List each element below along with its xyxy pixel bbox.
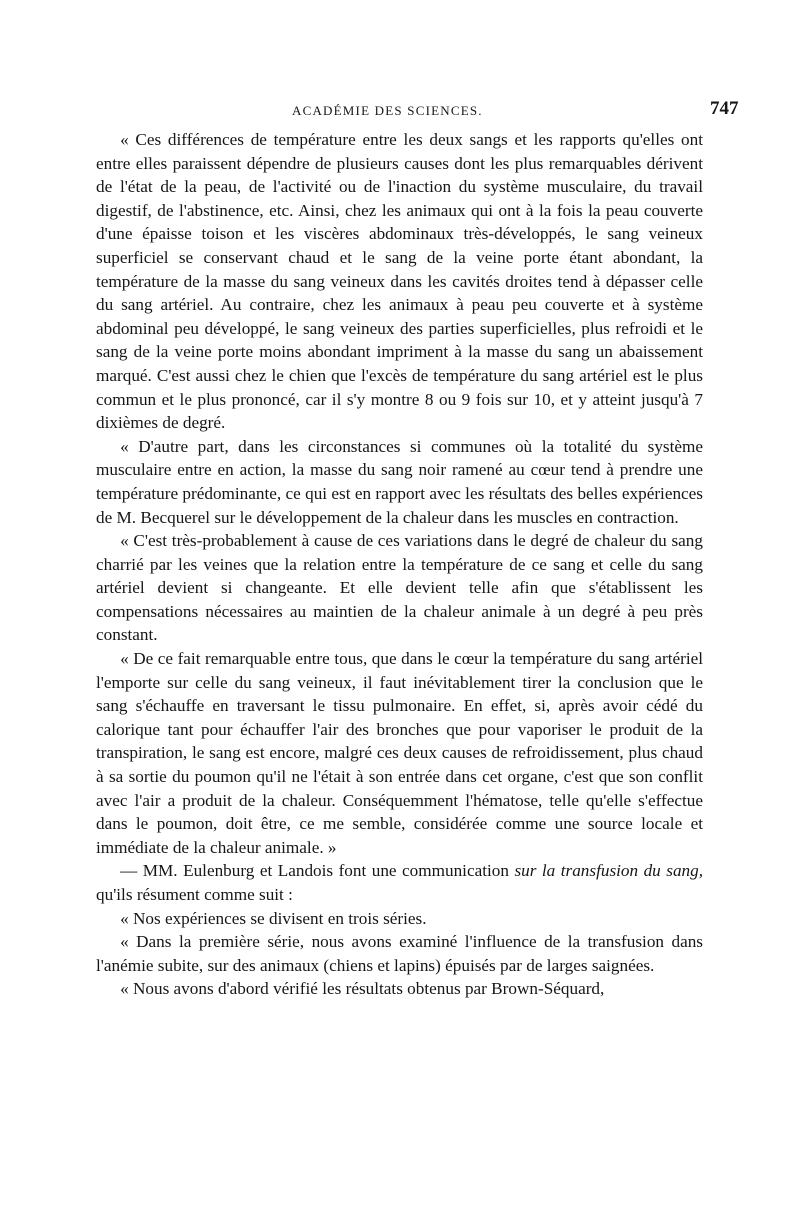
running-head: ACADÉMIE DES SCIENCES.	[292, 103, 483, 118]
paragraph-communication	[96, 859, 703, 906]
paragraph-experiment-series: « Nos expériences se divisent en trois séries.	[120, 908, 427, 928]
paragraph-compensations: « C'est très-probablement à cause de ces variations dans le degré de chaleur du sang charrié par les veines que la relation entre la température de ce sang et celle du sang artériel devient si changeante. Et elle devient telle afin que s'établissent les compensations nécessaires au maintien de la chaleur animale à un degré à peu près constant.	[96, 531, 703, 645]
body-text	[96, 128, 703, 1001]
paragraph-temperature-differences: « Ces différences de température entre les deux sangs et les rapports qu'elles ont entre elles paraissent dépendre de plusieurs causes dont les plus remarquables dérivent de l'état de la peau, de l'activité ou de l'inaction du système musculaire, du travail digestif, de l'abstinence, etc. Ainsi, chez les animaux qui ont à la fois la peau couverte d'une épaisse toison et les viscères abdominaux très-développés, le sang veineux superficiel se conservant chaud et le sang de la veine porte étant abondant, la température de la masse du sang veineux dans les cavités droites tend à dépasser celle du sang artériel. Au contraire, chez les animaux à peau peu couverte et à système abdominal peu développé, le sang veineux des parties superficielles, plus refroidi et le sang de la veine porte moins abondant impriment à la masse du sang un abaissement marqué. C'est aussi chez le chien que l'excès de température du sang artériel est le plus commun et le plus prononcé, car il s'y montre 8 ou 9 fois sur 10, et y atteint jusqu'à 7 dixièmes de degré.	[96, 130, 703, 433]
paragraph-first-series: « Dans la première série, nous avons examiné l'influence de la transfusion dans l'anémie subite, sur des animaux (chiens et lapins) épuisés par de larges saignées.	[96, 932, 703, 975]
paragraph-muscular-system: « D'autre part, dans les circonstances si communes où la totalité du système musculaire entre en action, la masse du sang noir ramené au cœur tend à prendre une température prédominante, ce qui est en rapport avec les résultats des belles expériences de M. Becquerel sur le développement de la chaleur dans les muscles en contraction.	[96, 436, 703, 527]
communication-tail: qu'ils résument comme suit :	[96, 885, 293, 904]
paragraph-brown-sequard: « Nous avons d'abord vérifié les résultats obtenus par Brown-Séquard,	[120, 979, 605, 999]
communication-authors: — MM. Eulenburg et Landois font une communication	[120, 861, 509, 881]
communication-title: sur la transfusion du sang,	[514, 861, 704, 881]
paragraph-hematose-conclusion: « De ce fait remarquable entre tous, que dans le cœur la température du sang artériel l'emporte sur celle du sang veineux, il faut inévitablement tirer la conclusion que le sang s'échauffe en traversant le tissu pulmonaire. En effet, si, après avoir cédé du calorique tant pour échauffer l'air des bronches que pour vaporiser le produit de la transpiration, le sang est encore, malgré ces deux causes de refroidissement, plus chaud à sa sortie du poumon qu'il ne l'était à son entrée dans cet organe, c'est que son conflit avec l'air a produit de la chaleur. Conséquemment l'hématose, telle qu'elle s'effectue dans le poumon, doit être, ce me semble, considérée comme une source locale et immédiate de la chaleur animale. »	[96, 649, 703, 857]
page-number: 747	[710, 98, 739, 119]
